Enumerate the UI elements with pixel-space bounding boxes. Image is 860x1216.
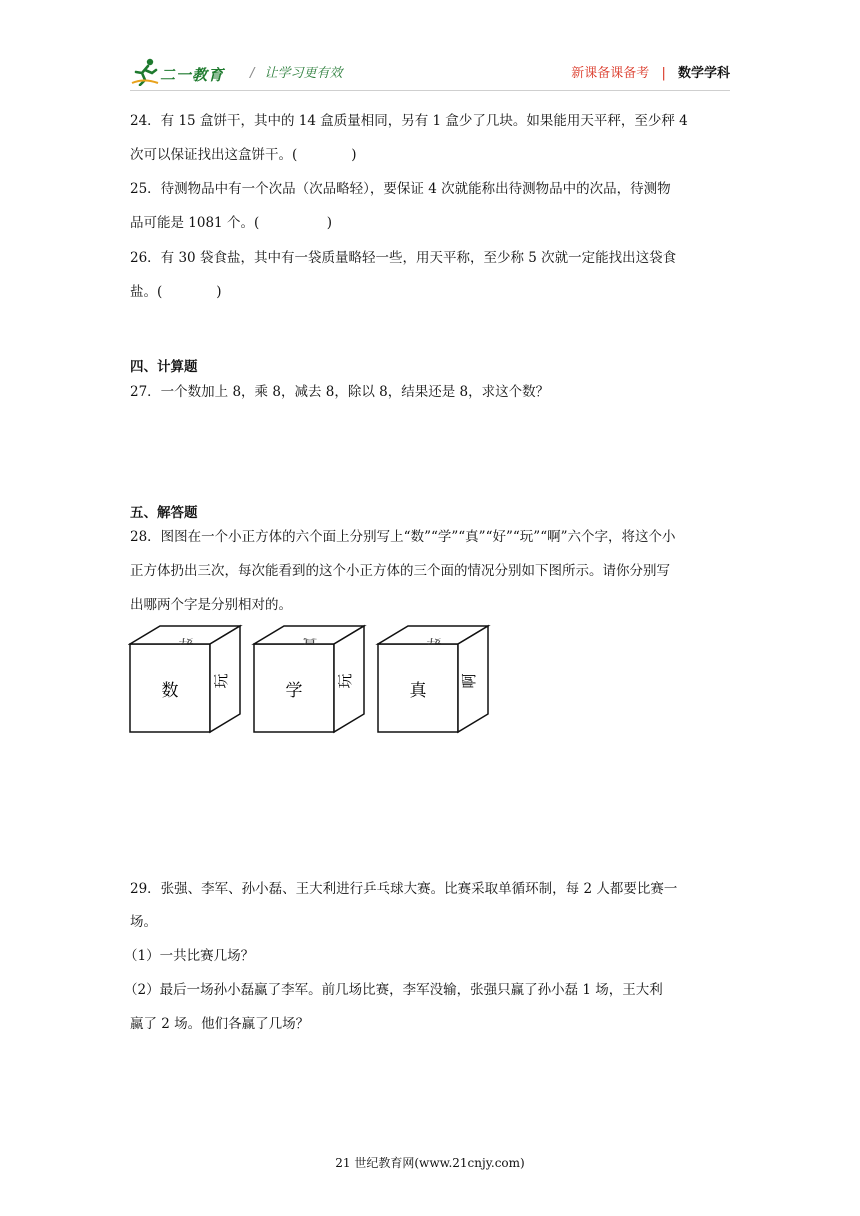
logo-text: 二一教育 bbox=[160, 66, 225, 84]
question-25-line-1: 25．待测物品中有一个次品（次品略轻），要保证 4 次就能称出待测物品中的次品，待测物 bbox=[130, 181, 671, 197]
question-24-line-2: 次可以保证找出这盒饼干。( ) bbox=[130, 147, 357, 163]
question-28-line-2: 正方体扔出三次，每次能看到的这个小正方体的三个面的情况分别如下图所示。请你分别写 bbox=[130, 563, 670, 579]
cube-2-top-label: 真 bbox=[302, 637, 318, 646]
question-26-line-1: 26．有 30 袋食盐，其中有一袋质量略轻一些，用天平称，至少称 5 次就一定能找出这袋食 bbox=[130, 250, 677, 266]
question-26-line-2: 盐。( ) bbox=[130, 284, 222, 300]
cube-3 bbox=[378, 626, 488, 732]
header-subject-name: 数学学科 bbox=[677, 66, 730, 81]
question-29-sub-1: （1）一共比赛几场？ bbox=[124, 948, 255, 964]
header-divider bbox=[130, 90, 730, 91]
section-4-title: 四、计算题 bbox=[130, 359, 198, 375]
cube-3-top-label: 好 bbox=[426, 637, 442, 646]
slash-icon: / bbox=[250, 66, 255, 81]
cube-1-top-label: 好 bbox=[178, 637, 194, 646]
question-28-line-1: 28．图图在一个小正方体的六个面上分别写上“数”“学”“真”“好”“玩”“啊”六个字，将这个小 bbox=[130, 529, 676, 545]
header-category: 新课备课备考 bbox=[571, 66, 650, 81]
cube-1-front-label: 数 bbox=[161, 681, 179, 701]
cube-1-right-label: 玩 bbox=[212, 673, 230, 689]
cube-figures bbox=[128, 624, 498, 736]
runner-logo-icon bbox=[130, 56, 160, 86]
question-29-line-2: 场。 bbox=[130, 914, 157, 930]
question-25-line-2: 品可能是 1081 个。( ) bbox=[130, 215, 332, 231]
header-separator: | bbox=[661, 66, 666, 81]
cube-2-front-label: 学 bbox=[285, 681, 303, 701]
page-header bbox=[130, 52, 730, 92]
slogan-text: 让学习更有效 bbox=[264, 66, 343, 81]
question-28-line-3: 出哪两个字是分别相对的。 bbox=[130, 597, 292, 613]
cube-3-front-label: 真 bbox=[409, 681, 427, 701]
question-29-sub-2-line-1: （2）最后一场孙小磊赢了李军。前几场比赛，李军没输，张强只赢了孙小磊 1 场，王大利 bbox=[124, 982, 663, 998]
question-24-line-1: 24．有 15 盒饼干，其中的 14 盒质量相同，另有 1 盒少了几块。如果能用天平秤，至少秤 4 bbox=[130, 113, 688, 129]
question-27: 27．一个数加上 8，乘 8，减去 8，除以 8，结果还是 8，求这个数？ bbox=[130, 384, 550, 400]
question-29-sub-2-line-2: 赢了 2 场。他们各赢了几场？ bbox=[130, 1016, 310, 1032]
cube-2-right-label: 玩 bbox=[336, 673, 354, 689]
page-footer: 21 世纪教育网(www.21cnjy.com) bbox=[335, 1156, 525, 1170]
cube-3-right-label: 啊 bbox=[460, 673, 478, 689]
section-5-title: 五、解答题 bbox=[130, 505, 198, 521]
question-29-line-1: 29．张强、李军、孙小磊、王大利进行乒乓球大赛。比赛采取单循环制，每 2 人都要比赛一 bbox=[130, 881, 678, 897]
header-subject bbox=[571, 62, 730, 81]
cube-1 bbox=[130, 626, 240, 732]
cube-2 bbox=[254, 626, 364, 732]
slogan bbox=[250, 62, 343, 81]
logo bbox=[130, 56, 240, 88]
